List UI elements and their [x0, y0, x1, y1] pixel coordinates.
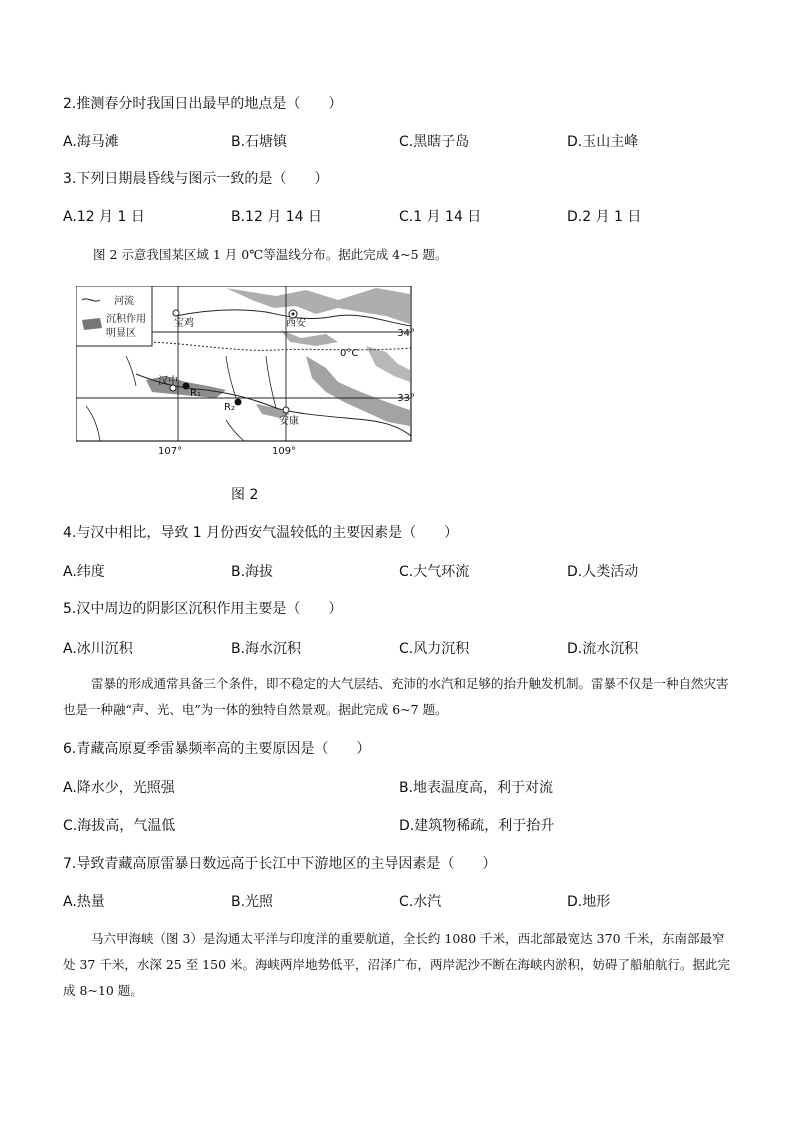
r2-label: R₂ [224, 402, 235, 413]
question-5-option-d: D.流水沉积 [567, 641, 639, 657]
question-4-option-a: A.纬度 [63, 564, 105, 580]
intro-4-5: 图 2 示意我国某区域 1 月 0℃等温线分布。据此完成 4~5 题。 [93, 247, 448, 262]
river-tributary-2 [226, 356, 236, 398]
question-6-option-a: A.降水少，光照强 [63, 780, 175, 796]
question-6-option-b: B.地表温度高，利于对流 [399, 780, 554, 796]
figure-caption: 图 2 [231, 487, 259, 503]
question-5-option-a: A.冰川沉积 [63, 641, 133, 657]
question-4-option-d: D.人类活动 [567, 564, 639, 580]
latitude-label-33: 33° [397, 393, 415, 404]
r1-label: R₁ [190, 388, 201, 399]
figure-2-map [76, 286, 416, 458]
xian-marker-center [292, 313, 295, 316]
question-6-option-c: C.海拔高，气温低 [63, 818, 176, 834]
longitude-label-109: 109° [272, 446, 297, 457]
question-3-option-d: D.2 月 1 日 [567, 209, 642, 225]
question-6-option-d: D.建筑物稀疏，利于抬升 [399, 818, 555, 834]
river-tributary-1 [126, 356, 136, 386]
shaded-region-northeast [366, 346, 410, 382]
question-7-option-b: B.光照 [231, 894, 274, 910]
longitude-label-107: 107° [158, 446, 183, 457]
legend-deposition-symbol [82, 318, 102, 330]
river-tributary-5 [226, 420, 244, 441]
hanzhong-label: 汉中 [158, 376, 178, 387]
river-tributary-3 [266, 356, 276, 408]
question-2-option-a: A.海马滩 [63, 134, 119, 150]
question-7-option-d: D.地形 [567, 894, 611, 910]
question-5-option-c: C.风力沉积 [399, 641, 470, 657]
r2-marker [235, 399, 242, 406]
question-5-stem: 5.汉中周边的阴影区沉积作用主要是（ ） [63, 601, 343, 617]
ankang-label: 安康 [279, 416, 299, 427]
question-4-option-c: C.大气环流 [399, 564, 470, 580]
latitude-label-34: 34° [397, 328, 415, 339]
legend-deposition-label-1: 沉积作用 [106, 314, 146, 325]
passage-8-10: 马六甲海峡（图 3）是沟通太平洋与印度洋的重要航道，全长约 1080 千米，西北部最宽达 370 千米，东南部最窄处 37 千米，水深 25 至 150 米。海峡两岸地势低平，沼泽广布，两岸泥沙不断在海峡内淤积，妨碍了船舶航行。据此完成 8~10 题。 [63, 931, 731, 998]
question-2-option-c: C.黑瞎子岛 [399, 134, 470, 150]
ankang-marker [283, 407, 289, 413]
question-5-option-b: B.海水沉积 [231, 641, 302, 657]
question-3-option-c: C.1 月 14 日 [399, 209, 482, 225]
question-2-option-d: D.玉山主峰 [567, 134, 639, 150]
question-2-option-b: B.石塘镇 [231, 134, 288, 150]
question-7-option-c: C.水汽 [399, 894, 442, 910]
question-3-option-b: B.12 月 14 日 [231, 209, 323, 225]
question-6-stem: 6.青藏高原夏季雷暴频率高的主要原因是（ ） [63, 741, 371, 757]
question-2-stem: 2.推测春分时我国日出最早的地点是（ ） [63, 96, 343, 112]
legend-deposition-label-2: 明显区 [106, 328, 136, 339]
question-3-option-a: A.12 月 1 日 [63, 209, 145, 225]
question-4-option-b: B.海拔 [231, 564, 274, 580]
passage-6-7: 雷暴的形成通常具备三个条件，即不稳定的大气层结、充沛的水汽和足够的抬升触发机制。雷暴不仅是一种自然灾害也是一种融“声、光、电”为一体的独特自然景观。据此完成 6~7 题。 [63, 676, 729, 717]
baoji-label: 宝鸡 [174, 318, 194, 329]
question-7-option-a: A.热量 [63, 894, 105, 910]
xian-label: 西安 [286, 318, 306, 329]
question-4-stem: 4.与汉中相比，导致 1 月份西安气温较低的主要因素是（ ） [63, 525, 459, 541]
isotherm-label: 0°C [340, 348, 359, 359]
r1-marker [183, 383, 190, 390]
baoji-marker [173, 310, 179, 316]
question-3-stem: 3.下列日期晨昏线与图示一致的是（ ） [63, 171, 329, 187]
river-tributary-4 [86, 406, 100, 441]
legend-river-label: 河流 [114, 296, 134, 307]
question-7-stem: 7.导致青藏高原雷暴日数远高于长江中下游地区的主导因素是（ ） [63, 856, 497, 872]
